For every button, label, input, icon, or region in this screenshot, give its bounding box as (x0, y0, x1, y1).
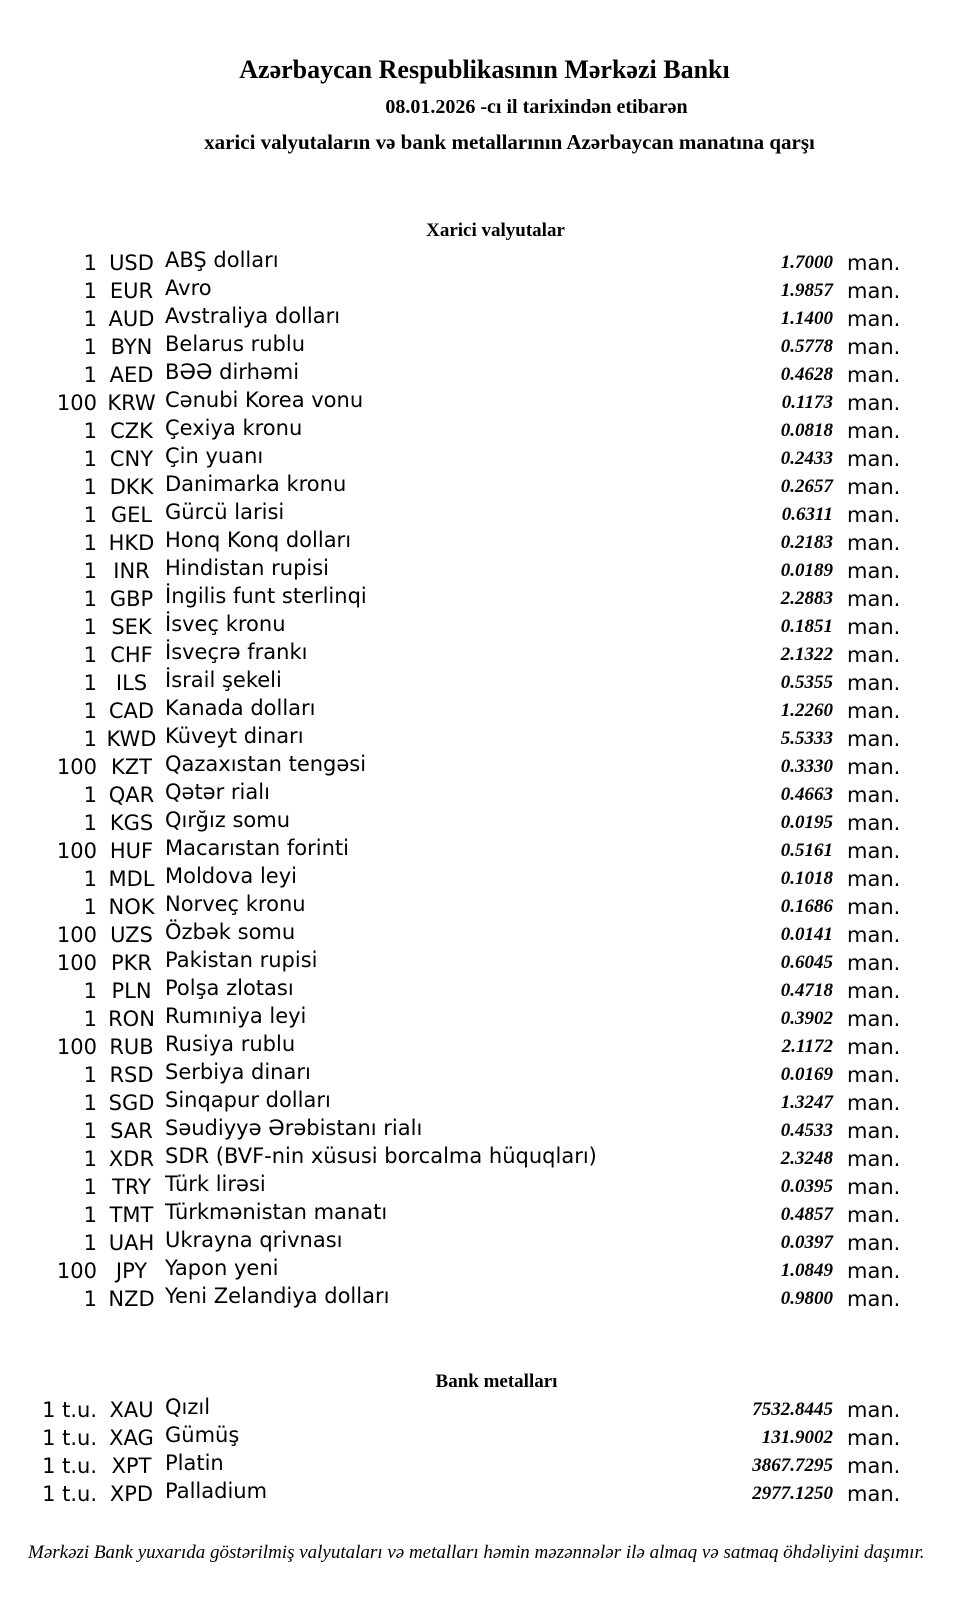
rate-value: 0.5778 (780, 336, 833, 357)
currency-name: Qətər rialı (165, 780, 270, 804)
currency-code: QAR (108, 783, 155, 807)
unit-label: man. (847, 755, 901, 779)
disclaimer-text: Mərkəzi Bank yuxarıda göstərilmiş valyutaları və metalları həmin məzənnələr ilə almaq və satmaq öhdəliyini daşımır. (28, 1542, 925, 1563)
rate-value: 0.6311 (781, 504, 833, 525)
quantity: 1 (83, 643, 97, 667)
currencies-table (0, 249, 969, 1313)
quantity: 1 (83, 1007, 97, 1031)
currency-row (0, 949, 969, 977)
currency-row (0, 725, 969, 753)
rate-value: 0.4718 (780, 980, 833, 1001)
currency-name: SDR (BVF-nin xüsusi borcalma hüquqları) (165, 1144, 597, 1168)
currency-name: Yeni Zelandiya dolları (165, 1284, 390, 1308)
rate-value: 0.9800 (780, 1288, 833, 1309)
currency-row (0, 417, 969, 445)
currency-name: BƏƏ dirhəmi (165, 360, 300, 384)
unit-label: man. (847, 1259, 901, 1283)
unit-label: man. (847, 643, 901, 667)
currency-name: İngilis funt sterlinqi (165, 584, 367, 608)
unit-label: man. (847, 1119, 901, 1143)
currency-row (0, 1145, 969, 1173)
currency-name: Pakistan rupisi (165, 948, 318, 972)
currency-name: Qazaxıstan tengəsi (165, 752, 367, 776)
rate-value: 0.1173 (781, 392, 833, 413)
currency-code: MDL (108, 867, 155, 891)
unit-label: man. (847, 867, 901, 891)
currency-name: Türkmənistan manatı (165, 1200, 388, 1224)
currency-code: KRW (107, 391, 156, 415)
quantity: 1 (83, 447, 97, 471)
currency-name: Serbiya dinarı (165, 1060, 311, 1084)
currency-name: Gümüş (165, 1423, 240, 1447)
currency-code: CZK (110, 419, 153, 443)
currency-row (0, 753, 969, 781)
unit-label: man. (847, 1287, 901, 1311)
currency-code: CNY (109, 447, 154, 471)
currency-code: XAU (109, 1398, 154, 1422)
currency-row (0, 361, 969, 389)
rate-value: 0.0141 (780, 924, 833, 945)
currency-name: İsrail şekeli (165, 668, 282, 692)
unit-label: man. (847, 811, 901, 835)
currency-row (0, 1257, 969, 1285)
quantity: 1 (83, 475, 97, 499)
currency-name: Gürcü larisi (165, 500, 285, 524)
currency-code: KGS (109, 811, 154, 835)
currency-code: KWD (106, 727, 157, 751)
quantity: 100 (56, 1035, 97, 1059)
currency-name: Hindistan rupisi (165, 556, 330, 580)
currency-row (0, 1173, 969, 1201)
currency-name: İsveç kronu (165, 612, 286, 636)
metals-table (0, 1396, 969, 1508)
currency-name: Kanada dolları (165, 696, 316, 720)
currency-name: Platin (165, 1451, 224, 1475)
unit-label: man. (847, 307, 901, 331)
unit-label: man. (847, 783, 901, 807)
rate-value: 1.0849 (780, 1260, 833, 1281)
quantity: 1 (83, 1231, 97, 1255)
unit-label: man. (847, 335, 901, 359)
currency-code: TMT (109, 1203, 154, 1227)
currency-code: HUF (109, 839, 154, 863)
quantity: 100 (56, 1259, 97, 1283)
quantity: 100 (56, 391, 97, 415)
rate-value: 1.7000 (780, 252, 833, 273)
currency-row (0, 277, 969, 305)
quantity: 1 (83, 615, 97, 639)
rate-value: 1.9857 (780, 280, 833, 301)
unit-label: man. (847, 447, 901, 471)
metal-row (0, 1452, 969, 1480)
unit-label: man. (847, 1147, 901, 1171)
unit-label: man. (847, 251, 901, 275)
currency-row (0, 921, 969, 949)
currency-name: Palladium (165, 1479, 268, 1503)
unit-label: man. (847, 979, 901, 1003)
metals-section-title: Bank metalları (435, 1371, 558, 1392)
currency-name: Polşa zlotası (165, 976, 294, 1000)
currency-row (0, 1061, 969, 1089)
quantity: 1 (83, 1119, 97, 1143)
rate-value: 5.5333 (780, 728, 833, 749)
currency-name: Çin yuanı (165, 444, 264, 468)
quantity: 1 (83, 531, 97, 555)
currency-code: UZS (110, 923, 153, 947)
currency-row (0, 641, 969, 669)
quantity: 1 (83, 895, 97, 919)
currency-name: Moldova leyi (165, 864, 297, 888)
unit-label: man. (847, 1426, 901, 1450)
currency-name: Cənubi Korea vonu (165, 388, 364, 412)
currency-name: ABŞ dolları (165, 248, 279, 272)
currency-code: SAR (110, 1119, 153, 1143)
quantity: 1 (83, 783, 97, 807)
quantity: 100 (56, 951, 97, 975)
currency-code: RON (108, 1007, 155, 1031)
currency-name: Çexiya kronu (165, 416, 303, 440)
rate-value: 0.6045 (780, 952, 833, 973)
metal-row (0, 1424, 969, 1452)
rate-value: 0.2657 (780, 476, 833, 497)
unit-label: man. (847, 895, 901, 919)
currency-name: Sinqapur dolları (165, 1088, 331, 1112)
currency-row (0, 977, 969, 1005)
rate-value: 0.0818 (780, 420, 833, 441)
currency-code: JPY (115, 1259, 148, 1283)
currency-name: Özbək somu (165, 920, 296, 944)
metal-row (0, 1396, 969, 1424)
unit-label: man. (847, 951, 901, 975)
unit-label: man. (847, 1063, 901, 1087)
quantity: 1 t.u. (42, 1426, 97, 1450)
rate-value: 2.1172 (781, 1036, 833, 1057)
unit-label: man. (847, 475, 901, 499)
rate-value: 0.4663 (780, 784, 833, 805)
unit-label: man. (847, 1482, 901, 1506)
page-title: Azərbaycan Respublikasının Mərkəzi Bankı (239, 55, 730, 84)
rate-value: 0.3330 (780, 756, 833, 777)
unit-label: man. (847, 1398, 901, 1422)
rate-value: 0.0169 (780, 1064, 833, 1085)
currency-name: Macarıstan forinti (165, 836, 349, 860)
quantity: 1 (83, 1203, 97, 1227)
quantity: 1 (83, 979, 97, 1003)
rate-value: 0.5355 (780, 672, 833, 693)
currency-code: RSD (109, 1063, 154, 1087)
rate-value: 1.1400 (780, 308, 833, 329)
rate-value: 0.1018 (780, 868, 833, 889)
rate-value: 131.9002 (761, 1427, 833, 1448)
unit-label: man. (847, 1091, 901, 1115)
currency-code: RUB (109, 1035, 154, 1059)
currency-code: AUD (108, 307, 155, 331)
unit-label: man. (847, 1007, 901, 1031)
currency-code: XPT (111, 1454, 152, 1478)
rate-value: 0.2433 (780, 448, 833, 469)
unit-label: man. (847, 587, 901, 611)
currency-row (0, 445, 969, 473)
quantity: 1 (83, 1287, 97, 1311)
currency-name: Rusiya rublu (165, 1032, 296, 1056)
currencies-section-title: Xarici valyutalar (426, 220, 565, 241)
quantity: 1 (83, 1175, 97, 1199)
currency-code: GBP (109, 587, 154, 611)
currency-code: NZD (108, 1287, 155, 1311)
currency-row (0, 557, 969, 585)
currency-name: Avro (165, 276, 212, 300)
quantity: 1 (83, 559, 97, 583)
currency-row (0, 501, 969, 529)
currency-name: Norveç kronu (165, 892, 306, 916)
currency-row (0, 333, 969, 361)
currency-row (0, 1089, 969, 1117)
unit-label: man. (847, 1231, 901, 1255)
currency-name: İsveçrə frankı (165, 640, 308, 664)
rate-value: 0.4857 (780, 1204, 833, 1225)
quantity: 1 (83, 363, 97, 387)
currency-name: Ukrayna qrivnası (165, 1228, 343, 1252)
rate-value: 0.0395 (780, 1176, 833, 1197)
rate-value: 2977.1250 (752, 1483, 833, 1504)
currency-code: SEK (111, 615, 152, 639)
rate-value: 0.0195 (780, 812, 833, 833)
currency-code: GEL (110, 503, 153, 527)
currency-row (0, 1005, 969, 1033)
rate-value: 1.2260 (780, 700, 833, 721)
quantity: 1 (83, 727, 97, 751)
currency-code: PLN (111, 979, 152, 1003)
currency-name: Qızıl (165, 1395, 211, 1419)
rate-value: 0.0397 (780, 1232, 833, 1253)
quantity: 1 t.u. (42, 1482, 97, 1506)
quantity: 100 (56, 839, 97, 863)
currency-code: SGD (108, 1091, 155, 1115)
currency-name: Yapon yeni (165, 1256, 279, 1280)
currency-code: USD (109, 251, 154, 275)
rate-value: 0.5161 (780, 840, 833, 861)
currency-row (0, 1229, 969, 1257)
quantity: 1 t.u. (42, 1398, 97, 1422)
currency-code: TRY (112, 1175, 151, 1199)
quantity: 1 (83, 335, 97, 359)
currency-code: EUR (109, 279, 154, 303)
quantity: 100 (56, 755, 97, 779)
currency-row (0, 837, 969, 865)
currency-code: UAH (108, 1231, 155, 1255)
currency-name: Küveyt dinarı (165, 724, 304, 748)
unit-label: man. (847, 531, 901, 555)
currency-code: XDR (108, 1147, 155, 1171)
currency-name: Rumıniya leyi (165, 1004, 307, 1028)
currency-row (0, 697, 969, 725)
currency-code: INR (113, 559, 150, 583)
currency-code: DKK (109, 475, 154, 499)
currency-row (0, 893, 969, 921)
quantity: 1 (83, 419, 97, 443)
quantity: 1 (83, 307, 97, 331)
currency-name: Avstraliya dolları (165, 304, 341, 328)
currency-name: Qırğız somu (165, 808, 291, 832)
currency-row (0, 389, 969, 417)
currency-row (0, 1033, 969, 1061)
rate-value: 2.2883 (780, 588, 833, 609)
quantity: 1 (83, 1147, 97, 1171)
currency-row (0, 669, 969, 697)
unit-label: man. (847, 699, 901, 723)
rate-value: 0.1686 (780, 896, 833, 917)
quantity: 1 (83, 811, 97, 835)
quantity: 1 (83, 251, 97, 275)
rate-value: 0.2183 (780, 532, 833, 553)
quantity: 1 t.u. (42, 1454, 97, 1478)
currency-name: Danimarka kronu (165, 472, 347, 496)
unit-label: man. (847, 503, 901, 527)
quantity: 1 (83, 587, 97, 611)
currency-code: NOK (108, 895, 155, 919)
currency-row (0, 529, 969, 557)
rate-value: 2.3248 (780, 1148, 833, 1169)
currency-code: CAD (108, 699, 155, 723)
metal-row (0, 1480, 969, 1508)
quantity: 1 (83, 867, 97, 891)
currency-row (0, 809, 969, 837)
rate-value: 0.0189 (780, 560, 833, 581)
currency-row (0, 305, 969, 333)
currency-row (0, 865, 969, 893)
unit-label: man. (847, 559, 901, 583)
currency-row (0, 249, 969, 277)
rate-value: 0.4628 (780, 364, 833, 385)
unit-label: man. (847, 671, 901, 695)
currency-code: CHF (110, 643, 153, 667)
currency-name: Belarus rublu (165, 332, 306, 356)
page-subtitle: xarici valyutaların və bank metallarının Azərbaycan manatına qarşı (204, 130, 815, 154)
currency-code: BYN (110, 335, 153, 359)
unit-label: man. (847, 1035, 901, 1059)
currency-row (0, 473, 969, 501)
unit-label: man. (847, 839, 901, 863)
rate-value: 1.3247 (780, 1092, 833, 1113)
currency-code: ILS (115, 671, 148, 695)
currency-code: XAG (109, 1426, 154, 1450)
rate-value: 7532.8445 (752, 1399, 833, 1420)
currency-row (0, 585, 969, 613)
quantity: 1 (83, 671, 97, 695)
unit-label: man. (847, 1203, 901, 1227)
quantity: 1 (83, 1063, 97, 1087)
rate-value: 2.1322 (780, 644, 833, 665)
unit-label: man. (847, 1175, 901, 1199)
currency-name: Honq Konq dolları (165, 528, 352, 552)
unit-label: man. (847, 279, 901, 303)
currency-code: HKD (108, 531, 155, 555)
rate-value: 0.1851 (780, 616, 833, 637)
currency-code: XPD (109, 1482, 154, 1506)
rate-value: 3867.7295 (752, 1455, 833, 1476)
currency-row (0, 781, 969, 809)
unit-label: man. (847, 615, 901, 639)
currency-row (0, 613, 969, 641)
unit-label: man. (847, 363, 901, 387)
unit-label: man. (847, 391, 901, 415)
currency-code: AED (109, 363, 154, 387)
quantity: 1 (83, 699, 97, 723)
quantity: 100 (56, 923, 97, 947)
unit-label: man. (847, 923, 901, 947)
effective-date: 08.01.2026 -cı il tarixindən etibarən (385, 96, 688, 118)
quantity: 1 (83, 1091, 97, 1115)
currency-row (0, 1201, 969, 1229)
rate-value: 0.4533 (780, 1120, 833, 1141)
unit-label: man. (847, 419, 901, 443)
rate-value: 0.3902 (780, 1008, 833, 1029)
currency-code: KZT (111, 755, 152, 779)
currency-name: Səudiyyə Ərəbistanı rialı (165, 1116, 423, 1140)
currency-name: Türk lirəsi (165, 1172, 266, 1196)
currency-code: PKR (110, 951, 153, 975)
quantity: 1 (83, 279, 97, 303)
unit-label: man. (847, 727, 901, 751)
currency-row (0, 1285, 969, 1313)
unit-label: man. (847, 1454, 901, 1478)
quantity: 1 (83, 503, 97, 527)
currency-row (0, 1117, 969, 1145)
